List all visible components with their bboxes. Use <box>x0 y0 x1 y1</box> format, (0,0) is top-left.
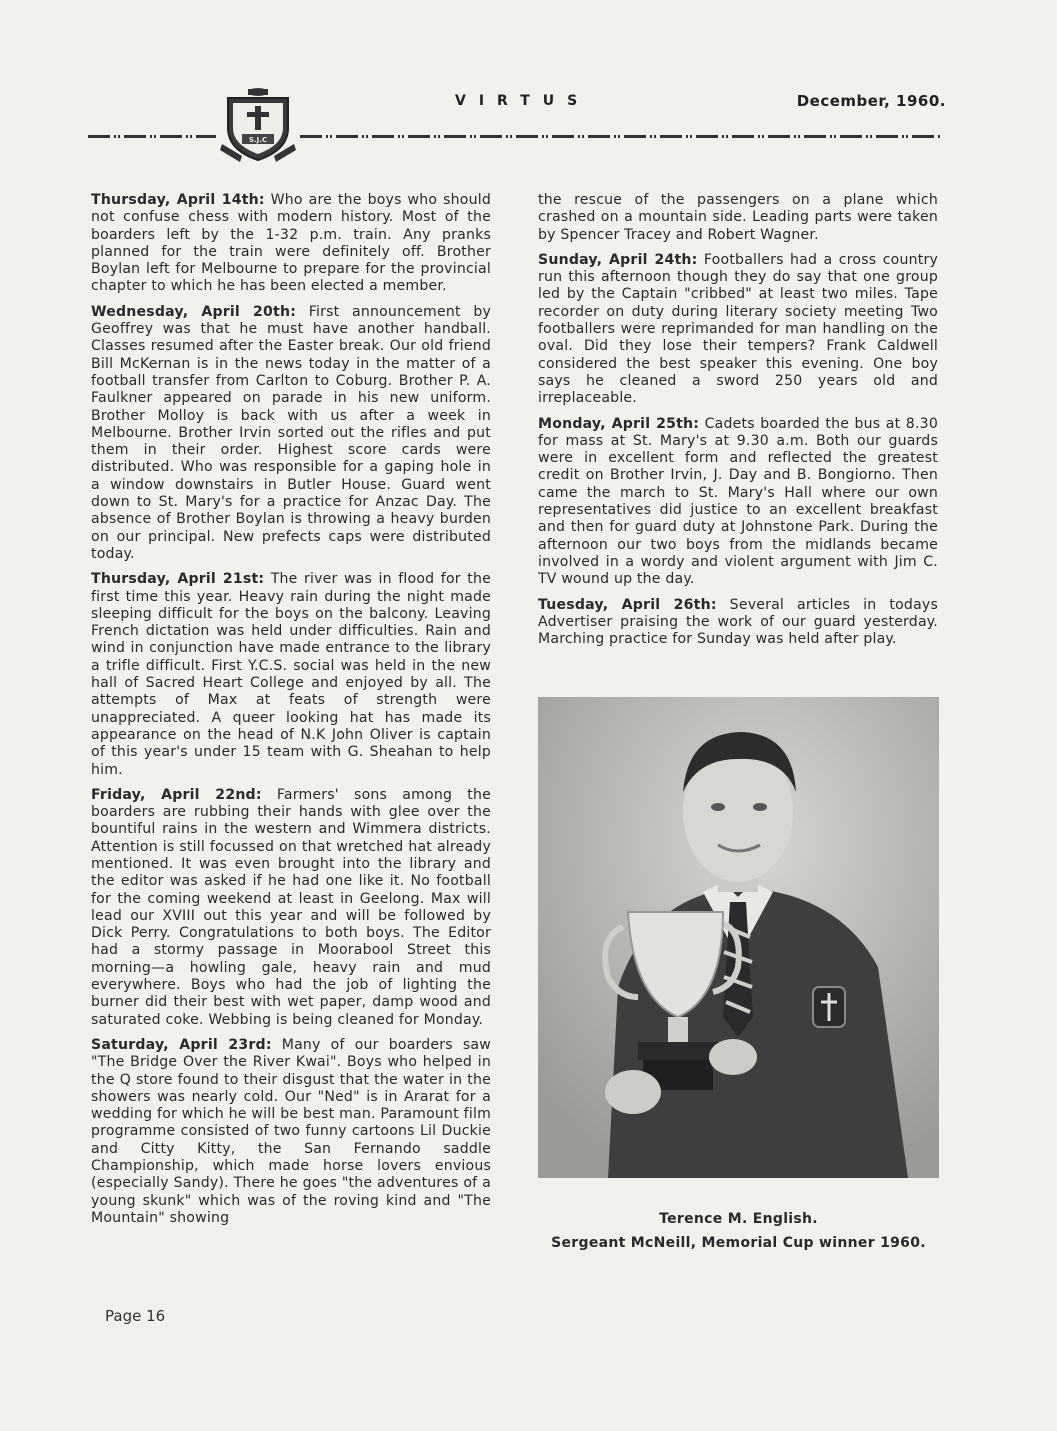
entry-date: Sunday, April 24th: <box>538 251 698 268</box>
diary-entry <box>91 304 491 563</box>
diary-entry <box>538 252 938 408</box>
entry-text: Several articles in todays Advertiser praising the work of our guard yesterday. Marching practice for Sunday was held after play. <box>538 596 938 648</box>
entry-text: Farmers' sons among the boarders are rubbing their hands with glee over the bountiful rains in the western and Wimmera districts. Attention is still focussed on that wretched hat already mentioned. It was even brought into the library and the editor was asked if he had one like it. No football for the coming weekend at least in Geelong. Max will lead our XVIII out this year and will be followed by Dick Perry. Congratulations to both boys. The Editor had a stormy passage in Moorabool Street this morning—a howling gale, heavy rain and mud everywhere. Boys who had the job of lighting the burner did their best with wet paper, damp wood and saturated coke. Webbing is being cleaned for Monday. <box>91 786 491 1028</box>
diary-entry <box>538 597 938 649</box>
diary-entry <box>91 787 491 1029</box>
entry-text: First announcement by Geoffrey was that he must have another handball. Classes resumed after the Easter break. Our old friend Bill McKernan is in the news today in the matter of a football transfer from Carlton to Coburg. Brother P. A. Faulkner appeared on parade in his new uniform. Brother Molloy is back with us after a week in Melbourne. Brother Irvin sorted out the rifles and put them in their order. Highest score cards were distributed. Who was responsible for a gaping hole in a window downstairs in Butler House. Guard went down to St. Mary's for a practice for Anzac Day. The absence of Brother Boylan is throwing a heavy burden on our principal. New prefects caps were distributed today. <box>91 303 492 562</box>
diary-entry-continued <box>538 192 938 244</box>
entry-text: The river was in flood for the first time this year. Heavy rain during the night made sleeping difficult for the boys on the balcony. Leaving French dictation was held under difficulties. Rain and wind in conjunction have made entrance to the library a trifle difficult. First Y.C.S. social was held in the new hall of Sacred Heart College and enjoyed by all. The attempts of Max at feats of strength were unappreciated. A queer looking hat has made its appearance on the head of N.K John Oliver is captain of this year's under 15 team with G. Sheahan to help him. <box>91 571 491 778</box>
page-number: Page 16 <box>105 1307 166 1325</box>
right-column <box>538 192 938 656</box>
entry-date: Tuesday, April 26th: <box>538 596 717 613</box>
entry-text: Who are the boys who should not confuse chess with modern history. Most of the boarders left by the 1-32 p.m. train. Any pranks planned for the train were definitely off. Brother Boylan left for Melbourne to prepare for the provincial chapter to which he has been elected a member. <box>91 192 492 295</box>
issue-date: December, 1960. <box>796 92 946 110</box>
entry-date: Monday, April 25th: <box>538 415 700 432</box>
entry-date: Thursday, April 21st: <box>91 571 265 588</box>
entry-date: Wednesday, April 20th: <box>91 303 297 320</box>
entry-text: the rescue of the passengers on a plane which crashed on a mountain side. Leading parts were taken by Spencer Tracey and Robert Wagner. <box>538 192 938 243</box>
entry-text: Many of our boarders saw "The Bridge Over the River Kwai". Boys who helped in the Q store found to their disgust that the water in the showers was nearly cold. Our "Ned" is in Ararat for a wedding for which he will be best man. Paramount film programme consisted of two funny cartoons Lil Duckie and Citty Kitty, the San Fernando saddle Championship, which made horse lovers envious (especially Sandy). There he goes "the adventures of a young skunk" which was of the roving kind and "The Mountain" showing <box>91 1036 491 1226</box>
header-rule-left <box>88 135 216 138</box>
caption-name: Terence M. English. <box>659 1211 818 1227</box>
diary-entry <box>91 192 491 296</box>
entry-date: Thursday, April 14th: <box>91 192 265 208</box>
portrait-photo <box>538 697 939 1178</box>
entry-date: Friday, April 22nd: <box>91 786 262 803</box>
diary-entry <box>538 416 938 589</box>
entry-text: Footballers had a cross country run this afternoon though they do say that one group led by the Captain "cribbed" at least two miles. Tape recorder on duty during literary society meeting Two footballers were reprimanded for man handling on the oval. Did they lose their tempers? Frank Caldwell considered the best speaker this evening. One boy says he cleaned a sword 250 years old and irreplaceable. <box>538 251 938 407</box>
entry-text: Cadets boarded the bus at 8.30 for mass at St. Mary's at 9.30 a.m. Both our guards were in excellent form and reflected the greatest credit on Brother Irvin, J. Day and B. Bongiorno. Then came the march to St. Mary's Hall where our own representatives did justice to an excellent breakfast and then for guard duty at Johnstone Park. During the afternoon our two boys from the midlands became involved in a wordy and violent argument with Jim C. TV wound up the day. <box>538 415 938 588</box>
header-rule-right <box>300 135 942 138</box>
masthead-title: VIRTUS <box>455 93 591 109</box>
diary-entry <box>91 571 491 779</box>
school-crest-icon <box>220 84 296 164</box>
portrait-image <box>538 697 939 1178</box>
page-header <box>0 0 1057 175</box>
svg-text:S.J.C: S.J.C <box>248 136 268 144</box>
caption-award: Sergeant McNeill, Memorial Cup winner 1960. <box>551 1235 926 1251</box>
photo-caption <box>538 1207 939 1255</box>
entry-date: Saturday, April 23rd: <box>91 1036 272 1053</box>
diary-entry <box>91 1037 491 1227</box>
left-column <box>91 192 491 1235</box>
